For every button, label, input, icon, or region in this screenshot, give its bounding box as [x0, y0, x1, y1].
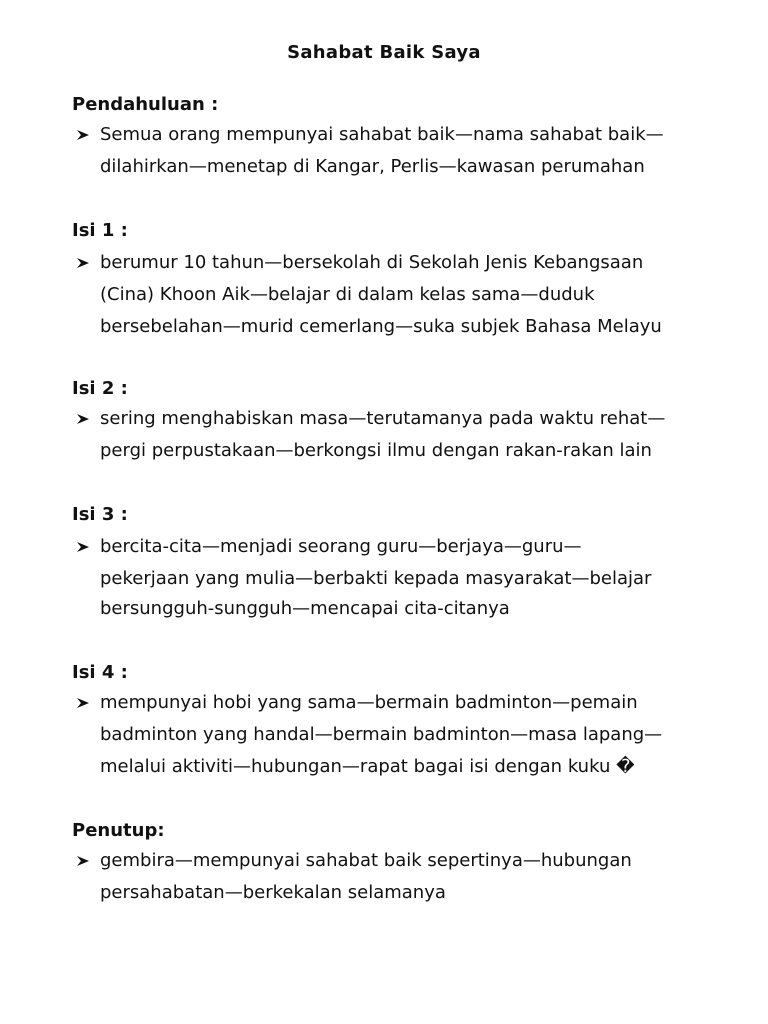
arrow-bullet-icon [76, 848, 90, 867]
section-line: pekerjaan yang mulia—berbakti kepada masyarakat—belajar [100, 568, 652, 589]
arrow-bullet-icon [76, 250, 90, 269]
arrow-bullet-icon [76, 406, 90, 425]
arrow-bullet-icon [76, 690, 90, 709]
section-heading-isi-3: Isi 3 : [72, 504, 128, 525]
section-line: dilahirkan—menetap di Kangar, Perlis—kawasan perumahan [100, 156, 645, 177]
arrow-bullet-icon [76, 122, 90, 141]
section-line: bersungguh-sungguh—mencapai cita-citanya [100, 598, 510, 619]
section-line: sering menghabiskan masa—terutamanya pada waktu rehat— [100, 408, 666, 429]
arrow-bullet-icon [76, 534, 90, 553]
section-line: (Cina) Khoon Aik—belajar di dalam kelas sama—duduk [100, 284, 595, 305]
section-line: bercita-cita—menjadi seorang guru—berjaya—guru— [100, 536, 582, 557]
section-heading-isi-4: Isi 4 : [72, 662, 128, 683]
section-line: gembira—mempunyai sahabat baik sepertinya—hubungan [100, 850, 632, 871]
section-heading-isi-1: Isi 1 : [72, 220, 128, 241]
section-heading-penutup: Penutup: [72, 820, 165, 841]
section-line: berumur 10 tahun—bersekolah di Sekolah Jenis Kebangsaan [100, 252, 644, 273]
section-heading-isi-2: Isi 2 : [72, 378, 128, 399]
section-line: badminton yang handal—bermain badminton—masa lapang— [100, 724, 663, 745]
section-line: persahabatan—berkekalan selamanya [100, 882, 446, 903]
section-line: melalui aktiviti—hubungan—rapat bagai isi dengan kuku � [100, 756, 635, 777]
document-title: Sahabat Baik Saya [287, 42, 481, 63]
section-line: bersebelahan—murid cemerlang—suka subjek Bahasa Melayu [100, 316, 662, 337]
section-line: pergi perpustakaan—berkongsi ilmu dengan rakan-rakan lain [100, 440, 652, 461]
section-line: mempunyai hobi yang sama—bermain badminton—pemain [100, 692, 638, 713]
section-heading-pendahuluan: Pendahuluan : [72, 94, 219, 115]
section-line: Semua orang mempunyai sahabat baik—nama sahabat baik— [100, 124, 664, 145]
